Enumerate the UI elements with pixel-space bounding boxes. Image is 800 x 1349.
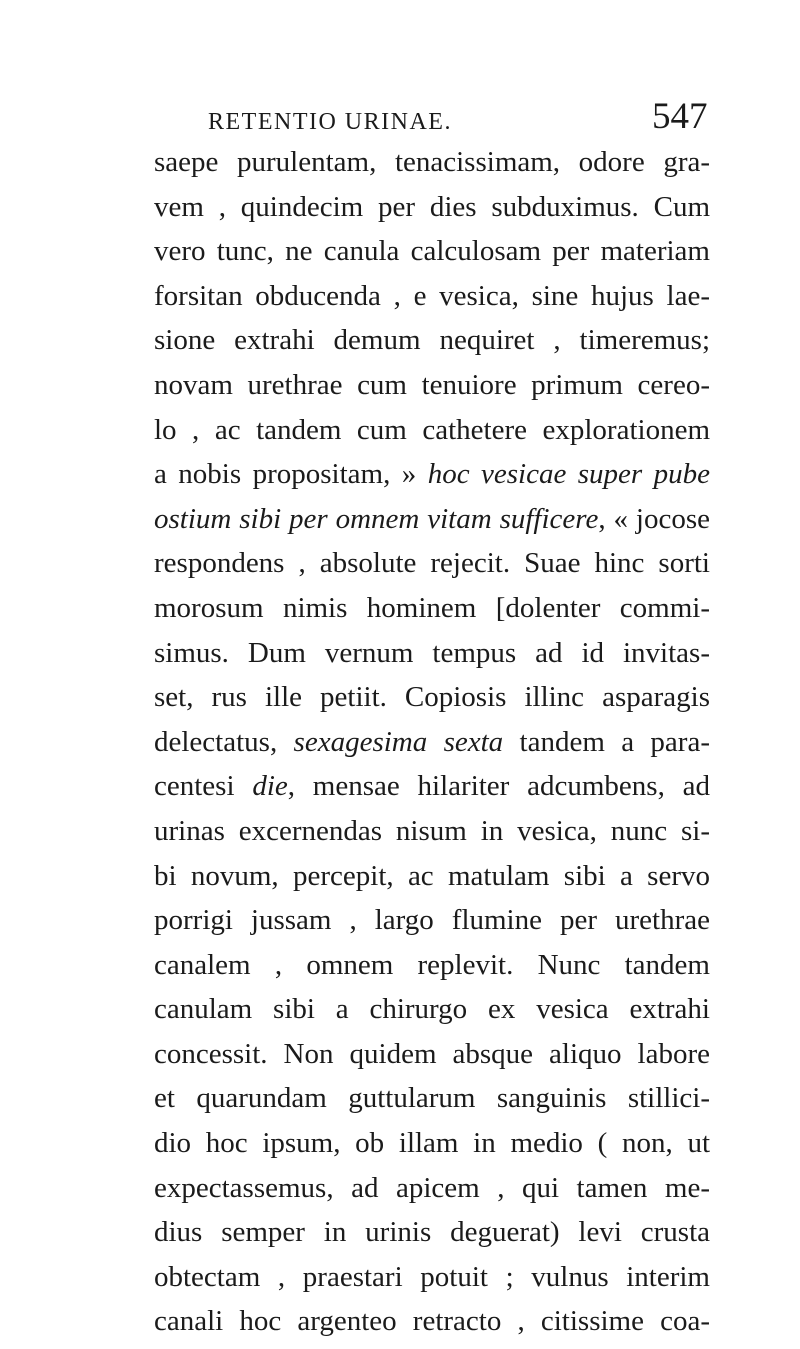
text-line <box>154 140 710 185</box>
text-line <box>154 541 710 586</box>
text-segment: urinas excernendas nisum in vesica, nunc si- <box>154 814 710 847</box>
text-segment: morosum nimis hominem [dolenter commi- <box>154 591 710 624</box>
text-line <box>154 1032 710 1077</box>
text-segment: dio hoc ipsum, ob illam in medio ( non, ut <box>154 1127 710 1160</box>
italic-text: hoc vesicae super pube <box>427 458 711 491</box>
text-segment: a nobis propositam, » <box>154 458 428 491</box>
italic-text: ostium sibi per omnem vitam sufficere <box>154 502 599 535</box>
text-segment: centesi <box>154 770 253 803</box>
text-line <box>154 943 710 988</box>
text-line <box>154 675 710 720</box>
text-segment: vero tunc, ne canula calculosam per materiam <box>154 235 710 268</box>
text-line <box>154 1076 710 1121</box>
text-segment: novam urethrae cum tenuiore primum cereo- <box>154 368 710 401</box>
running-title: RETENTIO URINAE. <box>208 109 452 135</box>
text-segment: porrigi jussam , largo flumine per urethrae <box>154 904 710 937</box>
text-segment: canulam sibi a chirurgo ex vesica extrahi <box>154 993 710 1026</box>
text-line <box>154 1255 710 1300</box>
text-segment: , « jocose <box>598 502 710 535</box>
text-line <box>154 408 710 453</box>
text-line <box>154 987 710 1032</box>
body-text <box>154 140 710 1344</box>
text-line <box>154 1121 710 1166</box>
text-segment: set, rus ille petiit. Copiosis illinc asparagis <box>154 681 710 714</box>
text-segment: canali hoc argenteo retracto , citissime coa- <box>154 1305 710 1338</box>
text-segment: sione extrahi demum nequiret , timeremus; <box>154 324 710 357</box>
text-segment: vem , quindecim per dies subduximus. Cum <box>154 190 710 223</box>
text-line <box>154 274 710 319</box>
text-segment: saepe purulentam, tenacissimam, odore gra- <box>154 146 710 178</box>
text-segment: tandem a para- <box>503 725 710 758</box>
text-segment: canalem , omnem replevit. Nunc tandem <box>154 948 710 981</box>
text-segment: concessit. Non quidem absque aliquo labore <box>154 1037 710 1070</box>
text-segment: delectatus, <box>154 725 294 758</box>
text-line <box>154 854 710 899</box>
text-line <box>154 764 710 809</box>
text-segment: expectassemus, ad apicem , qui tamen me- <box>154 1171 710 1204</box>
text-segment: respondens , absolute rejecit. Suae hinc sorti <box>154 547 710 580</box>
text-line <box>154 1166 710 1211</box>
text-line <box>154 318 710 363</box>
text-line <box>154 363 710 408</box>
text-line <box>154 1210 710 1255</box>
text-line <box>154 898 710 943</box>
text-segment: lo , ac tandem cum cathetere explorationem <box>154 413 710 446</box>
text-segment: obtectam , praestari potuit ; vulnus interim <box>154 1260 710 1293</box>
running-head <box>0 95 800 135</box>
text-line <box>154 720 710 765</box>
text-segment: dius semper in urinis deguerat) levi crusta <box>154 1216 710 1249</box>
text-line <box>154 185 710 230</box>
text-line <box>154 809 710 854</box>
text-line <box>154 497 710 542</box>
italic-text: sexagesima sexta <box>293 725 504 758</box>
text-line <box>154 631 710 676</box>
page-number: 547 <box>652 96 708 137</box>
text-line <box>154 229 710 274</box>
text-segment: et quarundam guttularum sanguinis stillici- <box>154 1082 710 1115</box>
text-line <box>154 586 710 631</box>
text-segment: bi novum, percepit, ac matulam sibi a servo <box>154 859 710 892</box>
text-line <box>154 1299 710 1344</box>
text-segment: simus. Dum vernum tempus ad id invitas- <box>154 636 710 669</box>
text-segment: , mensae hilariter adcumbens, ad <box>287 770 710 803</box>
text-line <box>154 452 710 497</box>
italic-text: die <box>252 770 288 803</box>
text-segment: forsitan obducenda , e vesica, sine hujus lae- <box>154 279 710 312</box>
